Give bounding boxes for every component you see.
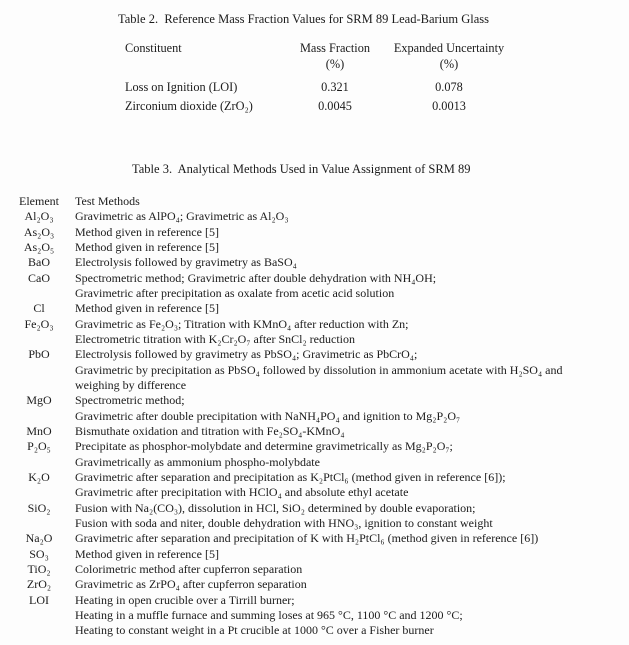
table2-col-header-expanded-uncertainty (385, 40, 513, 72)
table2-cell-expanded-uncertainty: 0.078 (435, 80, 463, 94)
methods-cell (75, 439, 629, 470)
table2-header-expanded-uncertainty-unit: (%) (439, 57, 459, 71)
methods-cell (75, 593, 629, 639)
methods-cell (75, 347, 629, 393)
table3-title: Table 3. Analytical Methods Used in Value Assignment of SRM 89 (132, 162, 471, 176)
element-cell: Al₂O₃ (24, 209, 54, 224)
element-cell: ZrO₂ (26, 577, 52, 592)
table2-body (125, 78, 513, 116)
method-line: Gravimetric as ZrPO₄ after cupferron separation (75, 577, 307, 592)
method-line: Gravimetric as AlPO₄; Gravimetric as Al₂O₃ (75, 209, 289, 224)
methods-cell (75, 531, 629, 546)
element-cell: LOI (29, 592, 49, 607)
element-cell: P₂O₅ (27, 439, 51, 454)
element-cell: MnO (26, 423, 52, 438)
element-cell: MgO (26, 393, 52, 408)
table3 (3, 194, 629, 639)
table3-row (3, 317, 629, 348)
method-line: Method given in reference [5] (75, 239, 219, 254)
method-line: Precipitate as phosphor-molybdate and determine gravimetrically as Mg₂P₂O₇; (75, 439, 453, 454)
method-line: Heating in a muffle furnace and summing loses at 965 °C, 1100 °C and 1200 °C; (75, 607, 463, 622)
method-line: Bismuthate oxidation and titration with Fe₂SO₄-KMnO₄ (75, 423, 345, 438)
table3-row (3, 593, 629, 639)
table2-cell-constituent: Zirconium dioxide (ZrO₂) (125, 99, 253, 113)
table3-col-header-test-methods: Test Methods (75, 194, 140, 208)
method-line: Gravimetric by precipitation as PbSO₄ followed by dissolution in ammonium acetate with H₂SO₄ and (75, 362, 563, 377)
table3-row (3, 225, 629, 240)
table3-row (3, 301, 629, 316)
table3-row (3, 470, 629, 501)
method-line: Electrolysis followed by gravimetry as BaSO₄ (75, 255, 297, 270)
methods-cell (75, 562, 629, 577)
element-cell: CaO (28, 270, 50, 285)
table2-col-header-mass-fraction (285, 40, 385, 72)
methods-cell (75, 547, 629, 562)
methods-cell (75, 240, 629, 255)
table3-row (3, 547, 629, 562)
methods-cell (75, 424, 629, 439)
table2-cell-mass-fraction: 0.321 (321, 80, 349, 94)
methods-cell (75, 209, 629, 224)
methods-cell (75, 301, 629, 316)
table3-row (3, 209, 629, 224)
method-line: Fusion with soda and niter, double dehydration with HNO₃, ignition to constant weight (75, 515, 493, 530)
method-line: Method given in reference [5] (75, 301, 219, 316)
method-line: Method given in reference [5] (75, 546, 219, 561)
table2-cell-mass-fraction: 0.0045 (318, 99, 352, 113)
method-line: Electrolysis followed by gravimetry as PbSO₄; Gravimetric as PbCrO₄; (75, 347, 418, 362)
method-line: Electrometric titration with K₂Cr₂O₇ after SnCl₂ reduction (75, 331, 355, 346)
table2-row (125, 97, 513, 116)
method-line: Gravimetric after separation and precipitation as K₂PtCl₆ (method given in reference [6]); (75, 469, 506, 484)
method-line: Colorimetric method after cupferron separation (75, 561, 303, 576)
table2-col-header-constituent (125, 40, 285, 72)
table3-row (3, 577, 629, 592)
table3-row (3, 439, 629, 470)
table3-row (3, 347, 629, 393)
method-line: Gravimetric as Fe₂O₃; Titration with KMnO₄ after reduction with Zn; (75, 316, 409, 331)
element-cell: K₂O (28, 469, 50, 484)
method-line: Gravimetric after separation and precipitation of K with H₂PtCl₆ (method given in reference [6]) (75, 531, 539, 546)
element-cell: SiO₂ (27, 500, 51, 515)
methods-cell (75, 393, 629, 424)
table3-row (3, 240, 629, 255)
method-line: Spectrometric method; Gravimetric after double dehydration with NH₄OH; (75, 270, 437, 285)
element-cell: As₂O₃ (23, 224, 55, 239)
methods-cell (75, 225, 629, 240)
table3-header-row (3, 194, 629, 209)
table2-header-constituent-label: Constituent (125, 41, 182, 55)
methods-cell (75, 501, 629, 532)
element-cell: TiO₂ (27, 561, 51, 576)
table3-row (3, 255, 629, 270)
table2-cell-expanded-uncertainty: 0.0013 (432, 99, 466, 113)
table2-row (125, 78, 513, 97)
method-line: Fusion with Na₂(CO₃), dissolution in HCl, SiO₂ determined by double evaporation; (75, 500, 476, 515)
table3-row (3, 424, 629, 439)
element-cell: Na₂O (25, 531, 53, 546)
element-cell: PbO (28, 347, 50, 362)
element-cell: SO₃ (29, 546, 49, 561)
table2-cell-constituent: Loss on Ignition (LOI) (125, 80, 238, 94)
method-line: Heating to constant weight in a Pt crucible at 1000 °C over a Fisher burner (75, 623, 434, 638)
method-line: Spectrometric method; (75, 393, 185, 408)
element-cell: BaO (28, 255, 50, 270)
method-line: Method given in reference [5] (75, 224, 219, 239)
methods-cell (75, 271, 629, 302)
method-line: Heating in open crucible over a Tirrill burner; (75, 592, 295, 607)
methods-cell (75, 255, 629, 270)
table3-row (3, 531, 629, 546)
table3-row (3, 562, 629, 577)
method-line: Gravimetric after precipitation as oxalate from acetic acid solution (75, 285, 395, 300)
table2 (125, 40, 513, 116)
methods-cell (75, 317, 629, 348)
method-line: Gravimetric after precipitation with HClO₄ and absolute ethyl acetate (75, 485, 409, 500)
element-cell: Fe₂O₃ (24, 316, 54, 331)
table2-header-row (125, 40, 513, 72)
table2-title: Table 2. Reference Mass Fraction Values for SRM 89 Lead-Barium Glass (118, 12, 490, 26)
table3-row (3, 501, 629, 532)
table3-row (3, 271, 629, 302)
table2-header-mass-fraction-unit: (%) (325, 57, 345, 71)
table3-col-header-element: Element (19, 194, 59, 208)
element-cell: As₂O₅ (23, 239, 55, 254)
table3-row (3, 393, 629, 424)
table2-header-mass-fraction-label: Mass Fraction (299, 41, 371, 55)
method-line: weighing by difference (75, 377, 187, 392)
method-line: Gravimetric after double precipitation with NaNH₄PO₄ and ignition to Mg₂P₂O₇ (75, 408, 461, 423)
methods-cell (75, 470, 629, 501)
table3-body (3, 209, 629, 638)
methods-cell (75, 577, 629, 592)
table2-header-expanded-uncertainty-label: Expanded Uncertainty (393, 41, 505, 55)
method-line: Gravimetrically as ammonium phospho-molybdate (75, 454, 320, 469)
element-cell: Cl (33, 301, 45, 316)
